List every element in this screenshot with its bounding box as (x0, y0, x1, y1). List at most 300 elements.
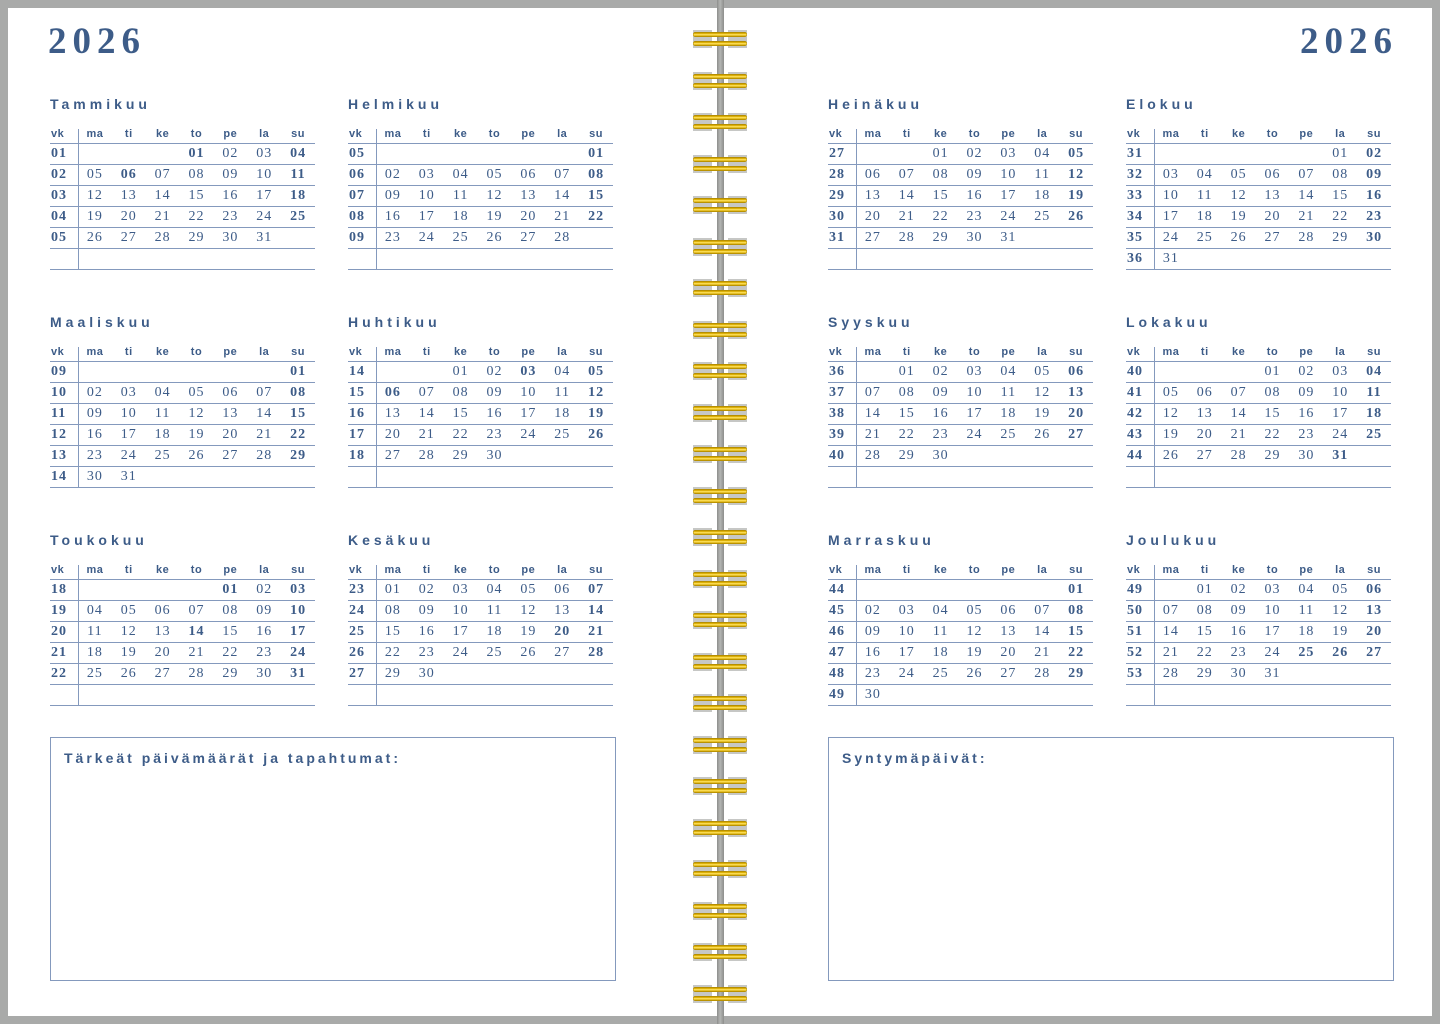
week-row (1126, 383, 1391, 404)
day-header: pe (1299, 345, 1314, 358)
day-header: la (557, 345, 568, 358)
day-cell: 24 (452, 645, 469, 660)
week-row (348, 207, 613, 228)
day-cell: 18 (1000, 406, 1017, 421)
week-row (348, 228, 613, 249)
week-number: 22 (51, 666, 67, 681)
day-cell: 05 (588, 364, 605, 379)
day-cell: 14 (188, 624, 205, 639)
week-row (828, 685, 1093, 706)
day-cell: 21 (154, 209, 171, 224)
month-title: Syyskuu (828, 314, 914, 330)
week-number: 01 (51, 146, 67, 161)
table-divider-line (856, 129, 857, 270)
day-cell: 19 (1068, 188, 1085, 203)
day-cell: 01 (188, 146, 205, 161)
day-cell: 17 (966, 406, 983, 421)
month-table (50, 342, 315, 488)
day-cell: 09 (932, 385, 949, 400)
month-title: Marraskuu (828, 532, 935, 548)
week-row (348, 404, 613, 425)
day-cell: 14 (1034, 624, 1051, 639)
week-number: 02 (51, 167, 67, 182)
week-column-header: vk (1127, 345, 1141, 358)
day-cell: 18 (86, 645, 103, 660)
day-cell: 06 (1196, 385, 1213, 400)
month-joulukuu (1126, 532, 1391, 750)
day-cell: 24 (1162, 230, 1179, 245)
day-cell: 28 (188, 666, 205, 681)
day-cell: 10 (520, 385, 537, 400)
week-row (50, 643, 315, 664)
day-cell: 29 (1196, 666, 1213, 681)
day-header: to (968, 127, 981, 140)
day-cell: 08 (1196, 603, 1213, 618)
day-cell: 12 (966, 624, 983, 639)
day-header: to (488, 345, 501, 358)
month-maaliskuu (50, 314, 315, 532)
day-header: ma (86, 563, 104, 576)
day-cell: 29 (1264, 448, 1281, 463)
day-header: ke (1232, 127, 1246, 140)
week-row (50, 425, 315, 446)
week-row (1126, 249, 1391, 270)
day-cell: 03 (966, 364, 983, 379)
month-title: Huhtikuu (348, 314, 441, 330)
day-header: pe (1299, 127, 1314, 140)
month-table (348, 124, 613, 270)
table-divider-line (856, 565, 857, 706)
day-header: ke (934, 563, 948, 576)
day-cell: 05 (1332, 582, 1349, 597)
week-column-header: vk (51, 345, 65, 358)
day-header: ke (454, 563, 468, 576)
month-table-header (1126, 342, 1391, 362)
week-number: 15 (349, 385, 365, 400)
day-header: ke (1232, 563, 1246, 576)
day-cell: 21 (256, 427, 273, 442)
day-header: la (259, 345, 270, 358)
day-cell: 08 (1332, 167, 1349, 182)
day-cell: 09 (864, 624, 881, 639)
day-header: su (1367, 563, 1381, 576)
day-cell: 23 (966, 209, 983, 224)
week-number: 06 (349, 167, 365, 182)
week-number: 13 (51, 448, 67, 463)
day-cell: 18 (554, 406, 571, 421)
month-helmikuu (348, 96, 613, 314)
day-cell: 09 (384, 188, 401, 203)
day-cell: 02 (1366, 146, 1383, 161)
day-cell: 27 (120, 230, 137, 245)
week-number: 09 (51, 364, 67, 379)
day-cell: 25 (1034, 209, 1051, 224)
day-cell: 27 (520, 230, 537, 245)
day-header: ti (1200, 127, 1209, 140)
day-cell: 18 (932, 645, 949, 660)
week-row (828, 207, 1093, 228)
day-header: la (1335, 563, 1346, 576)
day-cell: 23 (256, 645, 273, 660)
day-cell: 17 (898, 645, 915, 660)
table-divider-line (376, 565, 377, 706)
day-header: ke (156, 345, 170, 358)
week-row (828, 643, 1093, 664)
week-row (1126, 186, 1391, 207)
day-cell: 10 (1000, 167, 1017, 182)
day-cell: 30 (1366, 230, 1383, 245)
day-cell: 08 (932, 167, 949, 182)
day-header: ma (864, 127, 882, 140)
day-cell: 09 (1230, 603, 1247, 618)
day-header: ma (86, 127, 104, 140)
day-cell: 09 (86, 406, 103, 421)
day-cell: 09 (486, 385, 503, 400)
week-column-header: vk (1127, 127, 1141, 140)
day-cell: 15 (384, 624, 401, 639)
day-cell: 29 (188, 230, 205, 245)
week-number: 29 (829, 188, 845, 203)
day-cell: 18 (1034, 188, 1051, 203)
day-cell: 31 (1000, 230, 1017, 245)
day-header: su (589, 127, 603, 140)
day-cell: 07 (418, 385, 435, 400)
week-column-header: vk (829, 127, 843, 140)
day-header: ke (934, 345, 948, 358)
week-number: 07 (349, 188, 365, 203)
week-number: 44 (829, 582, 845, 597)
day-cell: 26 (188, 448, 205, 463)
year-title-right: 2026 (1300, 21, 1398, 62)
week-number: 44 (1127, 448, 1143, 463)
week-number: 50 (1127, 603, 1143, 618)
day-cell: 20 (864, 209, 881, 224)
day-cell: 26 (1034, 427, 1051, 442)
day-cell: 30 (222, 230, 239, 245)
day-cell: 27 (864, 230, 881, 245)
week-number: 37 (829, 385, 845, 400)
week-number: 24 (349, 603, 365, 618)
day-cell: 24 (120, 448, 137, 463)
day-cell: 19 (120, 645, 137, 660)
day-cell: 04 (1034, 146, 1051, 161)
day-header: ti (902, 563, 911, 576)
day-cell: 19 (1034, 406, 1051, 421)
day-cell: 13 (222, 406, 239, 421)
week-number: 45 (829, 603, 845, 618)
week-number: 42 (1127, 406, 1143, 421)
day-header: pe (1001, 127, 1016, 140)
day-cell: 24 (1264, 645, 1281, 660)
week-row (50, 228, 315, 249)
day-cell: 22 (898, 427, 915, 442)
week-row (828, 622, 1093, 643)
month-table-header (348, 342, 613, 362)
week-row (348, 186, 613, 207)
day-cell: 26 (1162, 448, 1179, 463)
month-table (50, 124, 315, 270)
week-row (348, 467, 613, 488)
week-number: 18 (51, 582, 67, 597)
day-header: pe (1299, 563, 1314, 576)
day-header: ma (864, 563, 882, 576)
day-cell: 30 (1230, 666, 1247, 681)
month-title: Toukokuu (50, 532, 148, 548)
day-header: su (1367, 127, 1381, 140)
day-cell: 04 (86, 603, 103, 618)
day-cell: 04 (1366, 364, 1383, 379)
notes-box-birthdays (828, 737, 1394, 981)
day-cell: 18 (452, 209, 469, 224)
day-cell: 03 (1264, 582, 1281, 597)
month-kesäkuu (348, 532, 613, 750)
day-header: ke (934, 127, 948, 140)
day-cell: 22 (1332, 209, 1349, 224)
week-row (1126, 643, 1391, 664)
week-number: 27 (349, 666, 365, 681)
month-syyskuu (828, 314, 1093, 532)
table-divider-line (856, 347, 857, 488)
day-cell: 14 (256, 406, 273, 421)
day-cell: 04 (1298, 582, 1315, 597)
month-toukokuu (50, 532, 315, 750)
day-cell: 03 (1162, 167, 1179, 182)
day-header: ke (1232, 345, 1246, 358)
week-row (348, 622, 613, 643)
year-title-left: 2026 (48, 21, 146, 62)
day-cell: 29 (452, 448, 469, 463)
day-cell: 12 (1230, 188, 1247, 203)
day-cell: 10 (1332, 385, 1349, 400)
day-cell: 23 (384, 230, 401, 245)
day-cell: 27 (384, 448, 401, 463)
week-row (828, 383, 1093, 404)
day-cell: 11 (1298, 603, 1315, 618)
week-row (348, 249, 613, 270)
day-cell: 01 (1196, 582, 1213, 597)
day-cell: 28 (154, 230, 171, 245)
week-row (828, 144, 1093, 165)
day-cell: 12 (1162, 406, 1179, 421)
day-cell: 29 (932, 230, 949, 245)
week-column-header: vk (829, 345, 843, 358)
day-cell: 14 (554, 188, 571, 203)
day-cell: 10 (452, 603, 469, 618)
day-cell: 24 (520, 427, 537, 442)
day-cell: 06 (154, 603, 171, 618)
day-cell: 17 (1264, 624, 1281, 639)
day-header: ke (156, 563, 170, 576)
day-cell: 22 (1196, 645, 1213, 660)
day-cell: 20 (1366, 624, 1383, 639)
day-cell: 30 (486, 448, 503, 463)
day-header: ti (902, 127, 911, 140)
week-row (348, 425, 613, 446)
day-cell: 17 (120, 427, 137, 442)
week-number: 53 (1127, 666, 1143, 681)
week-number: 08 (349, 209, 365, 224)
month-table (1126, 124, 1391, 270)
day-cell: 07 (1298, 167, 1315, 182)
day-header: pe (521, 563, 536, 576)
week-row (1126, 467, 1391, 488)
day-header: to (190, 563, 203, 576)
day-header: to (190, 127, 203, 140)
day-cell: 22 (290, 427, 307, 442)
day-cell: 15 (1332, 188, 1349, 203)
day-cell: 11 (1366, 385, 1382, 400)
day-cell: 07 (864, 385, 881, 400)
day-cell: 03 (1332, 364, 1349, 379)
day-cell: 25 (932, 666, 949, 681)
day-cell: 29 (898, 448, 915, 463)
week-row (348, 580, 613, 601)
table-divider-line (376, 129, 377, 270)
week-row (1126, 362, 1391, 383)
week-row (50, 144, 315, 165)
week-row (828, 404, 1093, 425)
week-number: 49 (829, 687, 845, 702)
week-row (50, 362, 315, 383)
day-header: su (291, 127, 305, 140)
day-cell: 04 (1000, 364, 1017, 379)
day-cell: 11 (486, 603, 503, 618)
day-cell: 19 (520, 624, 537, 639)
day-cell: 21 (1298, 209, 1315, 224)
day-cell: 31 (256, 230, 273, 245)
day-cell: 05 (120, 603, 137, 618)
day-cell: 30 (932, 448, 949, 463)
day-cell: 04 (290, 146, 307, 161)
day-cell: 25 (452, 230, 469, 245)
month-heinäkuu (828, 96, 1093, 314)
day-cell: 13 (1264, 188, 1281, 203)
day-cell: 22 (588, 209, 605, 224)
day-cell: 16 (222, 188, 239, 203)
day-cell: 25 (290, 209, 307, 224)
day-header: ti (124, 127, 133, 140)
day-cell: 27 (1196, 448, 1213, 463)
day-cell: 28 (1298, 230, 1315, 245)
week-row (828, 467, 1093, 488)
week-row (50, 467, 315, 488)
week-row (50, 165, 315, 186)
day-cell: 20 (222, 427, 239, 442)
week-column-header: vk (1127, 563, 1141, 576)
notes-box-label: Syntymäpäivät: (842, 750, 988, 766)
day-header: su (1367, 345, 1381, 358)
day-header: ti (902, 345, 911, 358)
month-title: Maaliskuu (50, 314, 154, 330)
month-table-header (828, 560, 1093, 580)
day-cell: 12 (486, 188, 503, 203)
day-cell: 28 (256, 448, 273, 463)
day-header: ma (1162, 345, 1180, 358)
day-cell: 09 (222, 167, 239, 182)
week-row (50, 249, 315, 270)
day-cell: 10 (966, 385, 983, 400)
day-cell: 25 (86, 666, 103, 681)
week-row (348, 664, 613, 685)
day-header: la (557, 563, 568, 576)
day-cell: 08 (188, 167, 205, 182)
week-number: 12 (51, 427, 67, 442)
day-cell: 14 (154, 188, 171, 203)
week-number: 17 (349, 427, 365, 442)
day-cell: 03 (290, 582, 307, 597)
week-number: 41 (1127, 385, 1143, 400)
day-cell: 01 (290, 364, 307, 379)
day-cell: 02 (418, 582, 435, 597)
day-cell: 16 (86, 427, 103, 442)
day-cell: 17 (1332, 406, 1349, 421)
day-cell: 20 (1196, 427, 1213, 442)
day-cell: 10 (418, 188, 435, 203)
day-cell: 21 (1162, 645, 1179, 660)
day-cell: 29 (1332, 230, 1349, 245)
day-header: su (589, 563, 603, 576)
week-number: 36 (829, 364, 845, 379)
day-cell: 07 (554, 167, 571, 182)
day-cell: 25 (1196, 230, 1213, 245)
day-cell: 10 (256, 167, 273, 182)
day-cell: 21 (418, 427, 435, 442)
month-table (348, 342, 613, 488)
week-row (50, 383, 315, 404)
day-cell: 04 (1196, 167, 1213, 182)
day-cell: 01 (588, 146, 605, 161)
day-cell: 03 (256, 146, 273, 161)
month-title: Kesäkuu (348, 532, 435, 548)
week-number: 52 (1127, 645, 1143, 660)
months-grid-left (50, 96, 613, 750)
day-cell: 05 (966, 603, 983, 618)
day-cell: 24 (290, 645, 307, 660)
day-cell: 01 (384, 582, 401, 597)
day-header: su (291, 563, 305, 576)
day-cell: 14 (1162, 624, 1179, 639)
week-number: 11 (51, 406, 67, 421)
day-header: ma (1162, 563, 1180, 576)
week-number: 28 (829, 167, 845, 182)
day-header: ti (422, 127, 431, 140)
day-cell: 19 (1332, 624, 1349, 639)
day-cell: 08 (1068, 603, 1085, 618)
week-number: 32 (1127, 167, 1143, 182)
day-cell: 20 (1000, 645, 1017, 660)
week-number: 09 (349, 230, 365, 245)
day-header: ma (86, 345, 104, 358)
day-header: ma (384, 345, 402, 358)
day-cell: 05 (188, 385, 205, 400)
day-cell: 07 (1034, 603, 1051, 618)
month-table (50, 560, 315, 706)
week-number: 43 (1127, 427, 1143, 442)
day-cell: 02 (86, 385, 103, 400)
day-cell: 04 (154, 385, 171, 400)
day-header: ke (156, 127, 170, 140)
week-number: 14 (51, 469, 67, 484)
day-cell: 04 (452, 167, 469, 182)
day-cell: 21 (898, 209, 915, 224)
day-cell: 23 (418, 645, 435, 660)
week-column-header: vk (349, 345, 363, 358)
day-cell: 31 (290, 666, 307, 681)
day-cell: 25 (554, 427, 571, 442)
day-cell: 08 (452, 385, 469, 400)
month-table-header (348, 560, 613, 580)
day-cell: 05 (1068, 146, 1085, 161)
